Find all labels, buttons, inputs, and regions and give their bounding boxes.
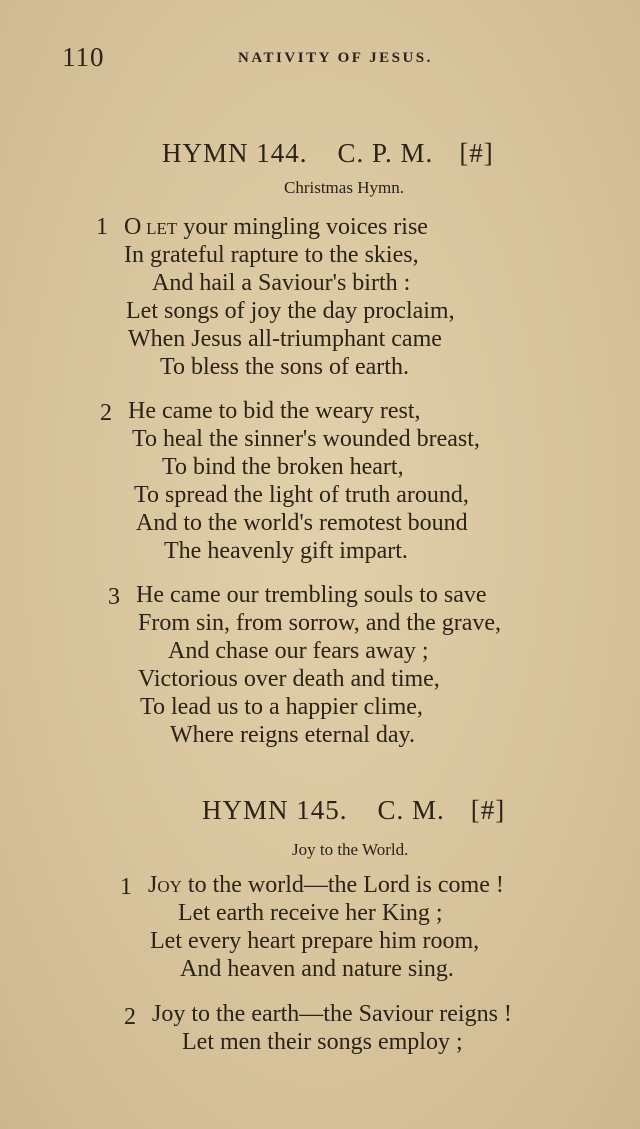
- verse-line: Let every heart prepare him room,: [150, 928, 480, 954]
- verse-line: Where reigns eternal day.: [170, 722, 415, 748]
- verse-line: Joy to the world—the Lord is come !: [148, 872, 504, 898]
- hymn-mark: [#]: [459, 138, 494, 168]
- hymn-subtitle: Joy to the World.: [292, 840, 409, 859]
- hymn-title: [202, 795, 505, 826]
- verse-line: And heaven and nature sing.: [180, 956, 454, 982]
- verse-line: Victorious over death and time,: [138, 666, 440, 692]
- hymn-number: HYMN 144.: [162, 138, 308, 168]
- verse-number: 2: [124, 1004, 136, 1030]
- hymn-meter: C. P. M.: [337, 138, 434, 168]
- verse-initial: J: [148, 872, 158, 898]
- verse-number: 2: [100, 400, 112, 426]
- verse-line: And chase our fears away ;: [168, 638, 429, 664]
- verse-line: Let songs of joy the day proclaim,: [126, 298, 455, 324]
- verse-line: He came to bid the weary rest,: [128, 398, 421, 424]
- verse-initial: O: [124, 214, 142, 240]
- hymn-meter: C. M.: [377, 795, 445, 825]
- verse-initial-rest: let: [146, 214, 178, 240]
- page-header: [62, 42, 582, 76]
- verse-line: O let your mingling voices rise: [124, 214, 428, 240]
- verse-line: To spread the light of truth around,: [134, 482, 469, 508]
- verse-line: When Jesus all-triumphant came: [128, 326, 442, 352]
- running-head: NATIVITY OF JESUS.: [238, 50, 433, 66]
- verse-number: 1: [96, 214, 108, 240]
- verse-line: In grateful rapture to the skies,: [124, 242, 419, 268]
- verse-line: And to the world's remotest bound: [136, 510, 468, 536]
- verse-line: To heal the sinner's wounded breast,: [132, 426, 480, 452]
- verse-line: To bless the sons of earth.: [160, 354, 409, 380]
- verse-number: 1: [120, 874, 132, 900]
- hymn-number: HYMN 145.: [202, 795, 348, 825]
- verse-line: The heavenly gift impart.: [164, 538, 408, 564]
- verse-line: To bind the broken heart,: [162, 454, 404, 480]
- hymn-title: [162, 138, 494, 169]
- verse-number: 3: [108, 584, 120, 610]
- verse-line: He came our trembling souls to save: [136, 582, 487, 608]
- verse-line: Joy to the earth—the Saviour reigns !: [152, 1001, 512, 1027]
- verse-line: And hail a Saviour's birth :: [152, 270, 411, 296]
- verse-initial-rest: oy: [157, 872, 182, 898]
- verse-line: Let men their songs employ ;: [182, 1029, 463, 1055]
- page-number: 110: [62, 42, 105, 72]
- hymn-mark: [#]: [470, 795, 506, 825]
- verse-line: From sin, from sorrow, and the grave,: [138, 610, 502, 636]
- verse-line: To lead us to a happier clime,: [140, 694, 423, 720]
- hymn-subtitle: Christmas Hymn.: [284, 178, 404, 197]
- verse-line: Let earth receive her King ;: [178, 900, 443, 926]
